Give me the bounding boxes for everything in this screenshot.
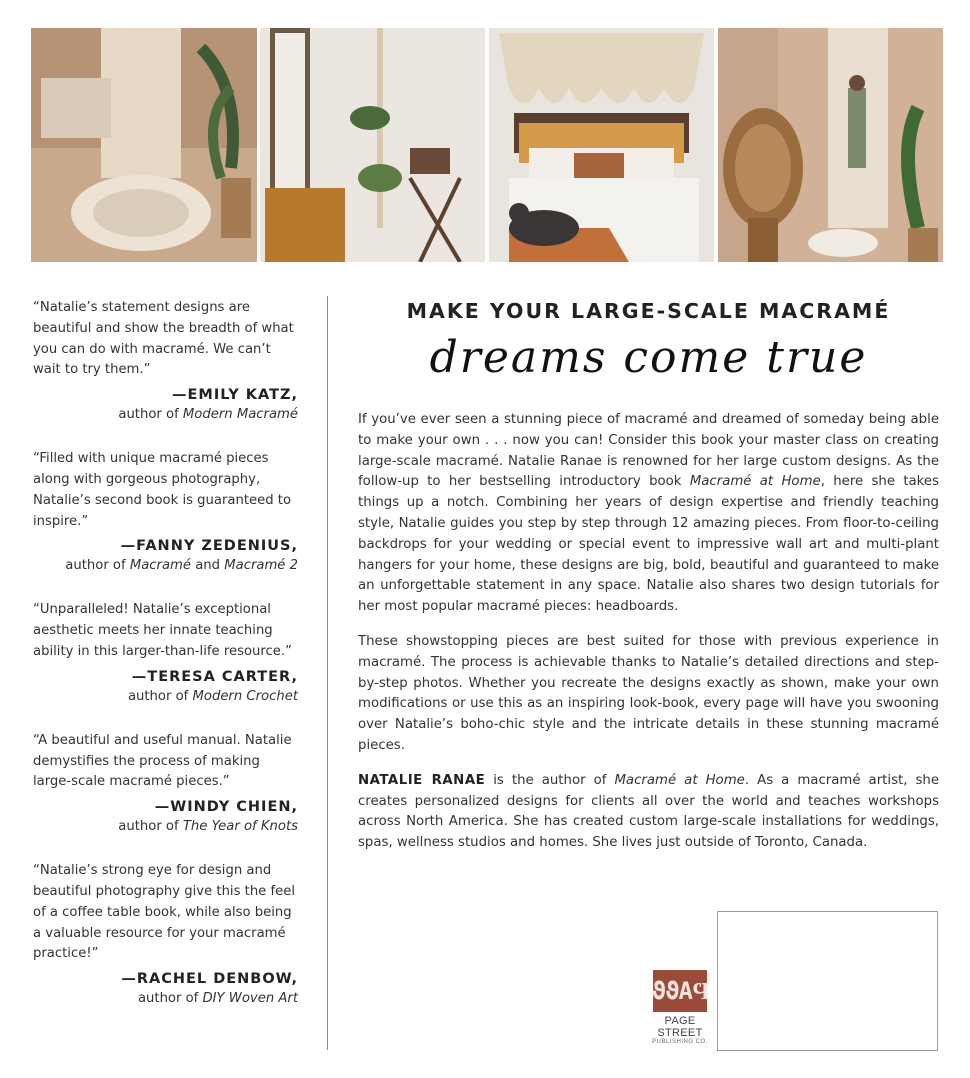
paragraph-text: is the author of [485, 772, 615, 788]
endorsement [33, 861, 298, 1009]
credit-title: Modern Macramé [182, 407, 298, 423]
publisher-name: PAGE STREET [657, 1015, 703, 1039]
book-description [358, 298, 939, 868]
headline: MAKE YOUR LARGE-SCALE MACRAMÉ [406, 299, 891, 323]
quote-credit [33, 687, 298, 707]
quote-author: —FANNY ZEDENIUS, [120, 538, 298, 555]
description-paragraph: These showstopping pieces are best suited for those with previous experience in macramé. The process is achievable thanks to Natalie’s detailed directions and step-by-step photos. Whether you recreate the designs exactly as shown, make your own modifications or use this as an inspiring look-book, every page will have you swooning over Natalie’s boho-chic style and the intricate details in these stunning macramé pieces. [358, 633, 939, 753]
headline-script: dreams come true [429, 332, 868, 383]
quote-text: “Unparalleled! Natalie’s exceptional aesthetic meets her innate teaching ability in this larger-than-life resource.” [33, 602, 292, 659]
quote-author: —TERESA CARTER, [131, 668, 298, 685]
quote-text: “A beautiful and useful manual. Natalie demystifies the process of making large-scale macramé pieces.” [33, 732, 292, 790]
credit-title: DIY Woven Art [202, 991, 298, 1007]
endorsement [33, 600, 298, 706]
quote-text: “Natalie’s statement designs are beautiful and show the breadth of what you can do with macramé. We can’t wait to try them.” [33, 300, 294, 378]
book-title: Macramé at Home [689, 474, 821, 490]
publisher-mark: ϑϑΑϤ [653, 970, 707, 1012]
barcode-box [717, 911, 938, 1051]
credit-prefix: author of [118, 819, 183, 835]
credit-title: The Year of Knots [182, 819, 298, 835]
endorsements [33, 298, 298, 1033]
credit-conjunction: and [191, 558, 225, 574]
quote-author: —WINDY CHIEN, [154, 799, 298, 816]
paragraph-text: . As a macramé artist, she creates personalized designs for clients all over the world and teaches workshops across North America. She has created custom large-scale installations for weddings, spas, wellness studios and homes. She lives just outside of Toronto, Canada. [358, 772, 940, 851]
quote-author: —EMILY KATZ, [171, 387, 298, 404]
quote-text: “Filled with unique macramé pieces along with gorgeous photography, Natalie’s second book is guaranteed to inspire.” [33, 451, 292, 529]
endorsement [33, 449, 298, 576]
photo-plant-hanger [260, 28, 485, 262]
photo-bedroom [489, 28, 714, 262]
author-name: NATALIE RANAE [358, 772, 486, 788]
quote-credit [33, 405, 298, 425]
photo-peacock-chair [718, 28, 943, 262]
quote-text: “Natalie’s strong eye for design and beautiful photography give this the feel of a coffee table book, while also being a valuable resource for your macramé practice!” [33, 863, 296, 962]
credit-title: Modern Crochet [192, 688, 298, 704]
publisher-subtitle: PUBLISHING CO. [652, 1039, 708, 1045]
author-bio [358, 771, 939, 854]
quote-credit [33, 817, 298, 837]
credit-prefix: author of [118, 407, 183, 423]
publisher-logo [650, 970, 710, 1046]
credit-title: Macramé [129, 558, 192, 574]
credit-title-2: Macramé 2 [224, 558, 298, 574]
paragraph-text: If you’ve ever seen a stunning piece of macramé and dreamed of someday being able to make your own . . . now you can! Consider this book your master class on creating large-scale macramé. Natalie Ranae is renowned for her large custom designs. As the follow-up to her bestselling introductory book [358, 412, 939, 490]
photo-living-room [31, 28, 257, 262]
credit-prefix: author of [127, 688, 193, 704]
quote-author: —RACHEL DENBOW, [121, 971, 298, 988]
paragraph-text: , here she takes things up a notch. Combining her years of design expertise and friendly teaching style, Natalie guides you step by step through 12 amazing pieces. From floor-to-ceiling backdrops for your wedding or special event to impressive wall art and multi-plant hangers for your home, these designs are big, bold, beautiful and guaranteed to make an unforgettable statement in any space. Natalie also shares two design tutorials for her most popular macramé pieces: headboards. [358, 474, 940, 615]
description-paragraph [358, 410, 939, 618]
photo-strip [31, 28, 943, 262]
credit-prefix: author of [65, 558, 130, 574]
credit-prefix: author of [137, 991, 203, 1007]
endorsement [33, 731, 298, 837]
quote-credit [33, 989, 298, 1009]
endorsement [33, 298, 298, 425]
column-divider [327, 296, 328, 1050]
book-title: Macramé at Home [614, 772, 745, 788]
quote-credit [33, 556, 298, 576]
